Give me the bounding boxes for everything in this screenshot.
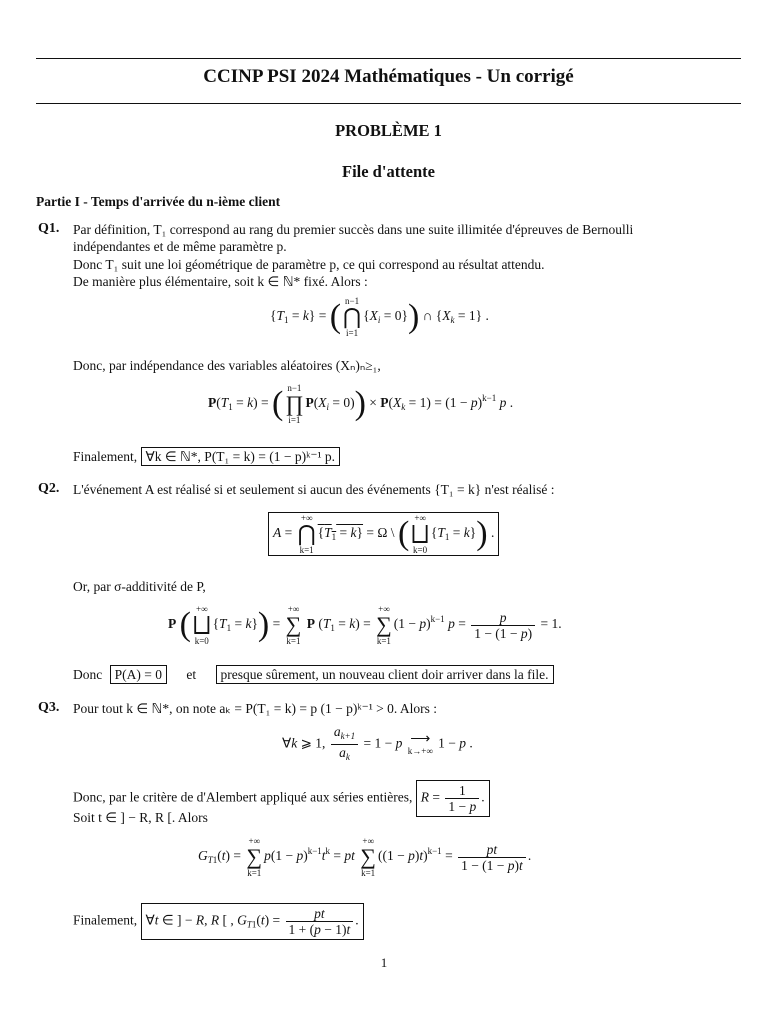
- q2-donc-label: Donc: [73, 667, 103, 682]
- q2-conclusion-row: [73, 666, 743, 683]
- q2-line-1: L'événement A est réalisé si et seulement si aucun des événements {T₁ = k} n'est réalisé :: [73, 482, 555, 497]
- q1-line-1: Par définition, T₁ correspond au rang du premier succès dans une suite illimitée d'épreuves de Bernoulli: [73, 222, 634, 237]
- q3-radius-box: R = $\frac{1}{1 - p}$ .: [416, 780, 490, 817]
- q2-label: Q2.: [38, 481, 60, 496]
- q3-ratio-equation: ∀k ⩾ 1, $\frac{a_{k+1}}{a_k}$ = 1 − p ⟶ k→+∞ 1 − p .: [282, 724, 473, 762]
- document-title: CCINP PSI 2024 Mathématiques - Un corrigé: [203, 66, 574, 87]
- q3-line-3: Soit t ∈ ] − R, R [. Alors: [73, 810, 208, 825]
- q1-line-5: Donc, par indépendance des variables aléatoires (Xₙ)ₙ≥₁,: [73, 358, 381, 373]
- q2-boxed-equation: A = +∞ ⋂ k=1 $\{T_1 = k\} = \Omega$ \ ( +∞ ⨆ k=0 $\{T_1 = k\}$) .: [268, 512, 499, 556]
- top-rule: [36, 58, 741, 59]
- q3-final-label: Finalement,: [73, 912, 138, 928]
- q1-result-box: ∀k ∈ ℕ*, P(T₁ = k) = (1 − p)ᵏ⁻¹ p.: [141, 447, 341, 466]
- q3-result-box: ∀t ∈ ] − R, R [ , $G_{T1}(t)$ = $\frac{pt}{1 + (p - 1)t}$ .: [141, 903, 364, 940]
- q1-final-row: [73, 448, 743, 465]
- q2-et-label: et: [186, 667, 197, 682]
- q1-line-2: indépendantes et de même paramètre p.: [73, 239, 287, 254]
- q2-line-2: Or, par σ-additivité de P,: [73, 579, 206, 594]
- q3-label: Q3.: [38, 700, 60, 715]
- q1-equation-2: $P(T_1 = k)$ = ( n−1 ∏ i=1 $P(X_i = 0)) \times P(X_k = 1) = (1 - p)^{k-1}$ p .: [208, 383, 514, 425]
- q3-line-2: Donc, par le critère de d'Alembert appliqué aux séries entières,: [73, 789, 413, 805]
- q2-almost-sure-box: presque sûrement, un nouveau client doir arriver dans la file.: [216, 665, 554, 684]
- problem-heading: PROBLÈME 1: [335, 121, 442, 140]
- q1-label: Q1.: [38, 221, 60, 236]
- q1-line-3: Donc T₁ suit une loi géométrique de paramètre p, ce qui correspond au résultat attendu.: [73, 257, 545, 272]
- q1-line-4: De manière plus élémentaire, soit k ∈ ℕ* fixé. Alors :: [73, 274, 368, 289]
- q1-final-label: Finalement,: [73, 449, 138, 464]
- q3-line-1: Pour tout k ∈ ℕ*, on note aₖ = P(T₁ = k) = p (1 − p)ᵏ⁻¹ > 0. Alors :: [73, 701, 438, 716]
- q3-final-row: [73, 903, 743, 940]
- problem-subtitle: File d'attente: [341, 162, 435, 181]
- title-rule: [36, 103, 741, 104]
- q2-equation-2: P ( +∞ ⨆ k=0 $\{T_1 = k\}$) = +∞ ∑ k=1 P $(T_1 = k)$ = +∞ ∑ k=1 $(1 - p)^{k-1}$ p = $\frac{p}{1 - (1 - p)}$ = 1.: [168, 604, 562, 646]
- q2-probability-box: P(A) = 0: [110, 665, 167, 684]
- q1-equation-1: $\{T_1 = k\}$ = ( n−1 ⋂ i=1 $\{X_i = 0\}$) ∩ $\{X_k = 1\}$ .: [270, 296, 489, 338]
- q3-generating-function-equation: $G_{T1}(t)$ = +∞ ∑ k=1 $p(1 - p)^{k-1}t^k$ = pt +∞ ∑ k=1 $((1 - p)t)^{k-1}$ = $\frac{pt}{1 - (1 - p)t}$ .: [198, 836, 532, 878]
- section-heading: Partie I - Temps d'arrivée du n-ième client: [36, 194, 281, 209]
- page-number: 1: [380, 955, 388, 970]
